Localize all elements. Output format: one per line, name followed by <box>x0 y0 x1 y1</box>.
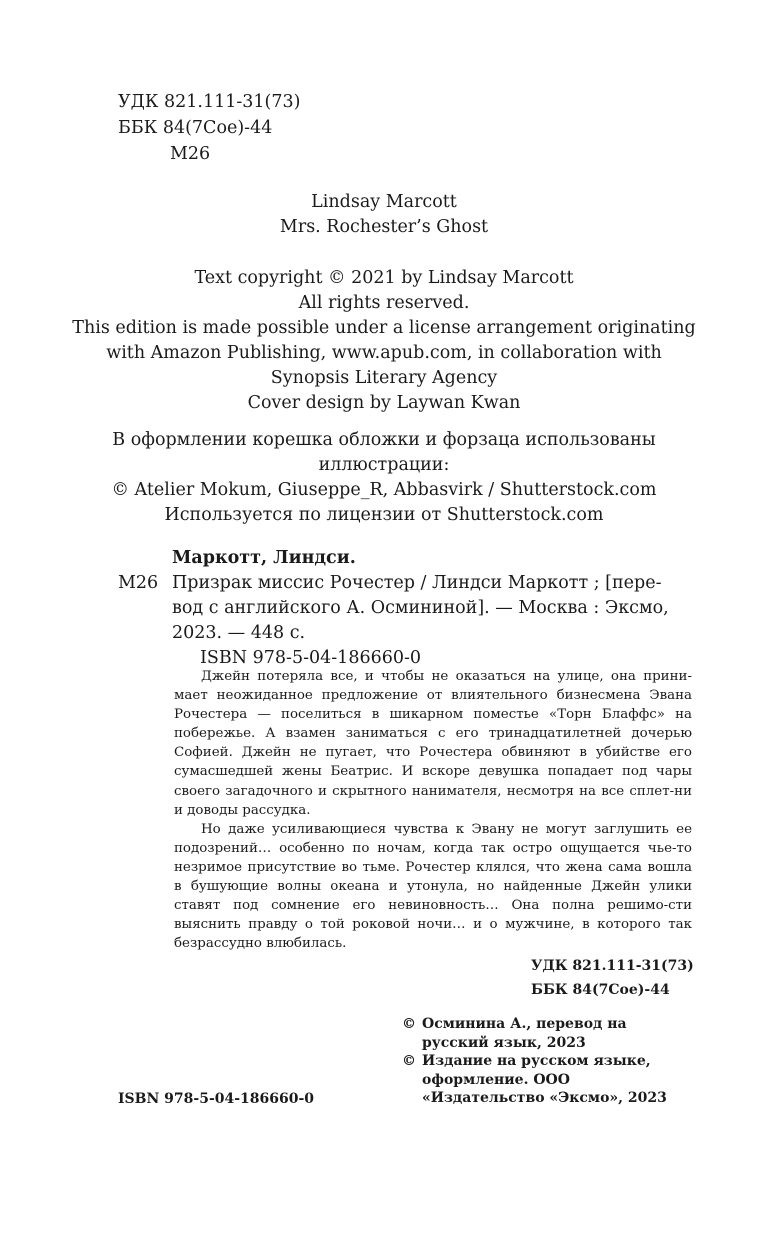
annotation <box>174 667 692 953</box>
illustrations-line: © Atelier Mokum, Giuseppe_R, Abbasvirk / Shutterstock.com <box>111 480 657 500</box>
original-author: Lindsay Marcott <box>311 192 457 212</box>
footer-isbn: ISBN 978-5-04-186660-0 <box>118 1091 315 1107</box>
annotation-paragraph: Джейн потеряла все, и чтобы не оказаться на улице, она прини-мает неожиданное предложение от влиятельного бизнесмена Эвана Рочестера — поселиться в шикарном поместье «Торн Блаффс» на побережье. А взамен заниматься с его тринадцатилетней дочерью Софией. Джейн не пугает, что Рочестера обвиняют в убийстве его сумасшедшей жены Беатрис. И вскоре девушка попадает под чары своего загадочного и скрытного нанимателя, несмотря на все сплет-ни и доводы рассудка. <box>174 669 692 818</box>
catalog-mark: М26 <box>118 573 159 593</box>
illustrations-line: Используется по лицензии от Shutterstock.com <box>164 505 604 525</box>
rights-line: Text copyright © 2021 by Lindsay Marcott <box>194 268 574 288</box>
annotation-paragraph: Но даже усиливающиеся чувства к Эвану не могут заглушить ее подозрений… особенно по ночам, когда так остро ощущается чье-то незримое присутствие во тьме. Рочестер клялся, что жена сама вошла в бушующие волны океана и утонула, но найденные Джейн улики ставят под сомнение его невиновность… Она полна решимо-сти выяснить правду о той роковой ночи… и о мужчине, в которого так безрассудно влюбилась. <box>174 821 692 952</box>
bbk-code: ББК 84(7Сое)-44 <box>118 118 273 138</box>
catalog-isbn: ISBN 978-5-04-186660-0 <box>200 648 422 668</box>
rights-line: This edition is made possible under a license arrangement originating <box>72 318 696 338</box>
copyright-translation <box>402 1015 697 1052</box>
copyright-symbol: © <box>402 1016 416 1032</box>
rights-line: Synopsis Literary Agency <box>270 368 498 388</box>
footer-bbk: ББК 84(7Сое)-44 <box>531 982 670 998</box>
catalog-description-line: вод с английского А. Осмининой]. — Москва : Эксмо, <box>172 598 669 618</box>
rights-line: Cover design by Laywan Kwan <box>247 393 521 413</box>
rights-line: with Amazon Publishing, www.apub.com, in collaboration with <box>106 343 662 363</box>
copyright-text: Издание на русском языке, оформление. ООО «Издательство «Эксмо», 2023 <box>422 1053 667 1106</box>
rights-line: All rights reserved. <box>298 293 470 313</box>
illustrations-line: иллюстрации: <box>318 455 450 475</box>
copyright-symbol: © <box>402 1053 416 1069</box>
author-mark: М26 <box>170 144 211 164</box>
footer-udk: УДК 821.111-31(73) <box>531 958 694 974</box>
copyright-edition <box>402 1052 697 1108</box>
copyright-text: Осминина А., перевод на русский язык, 2023 <box>422 1016 627 1051</box>
original-title: Mrs. Rochester’s Ghost <box>279 217 489 237</box>
catalog-description-line: Призрак миссис Рочестер / Линдси Маркотт ; [пере- <box>172 573 662 593</box>
catalog-description-line: 2023. — 448 с. <box>172 623 306 643</box>
catalog-heading: Маркотт, Линдси. <box>172 548 356 568</box>
udk-code: УДК 821.111-31(73) <box>118 92 301 112</box>
illustrations-line: В оформлении корешка обложки и форзаца использованы <box>112 430 656 450</box>
